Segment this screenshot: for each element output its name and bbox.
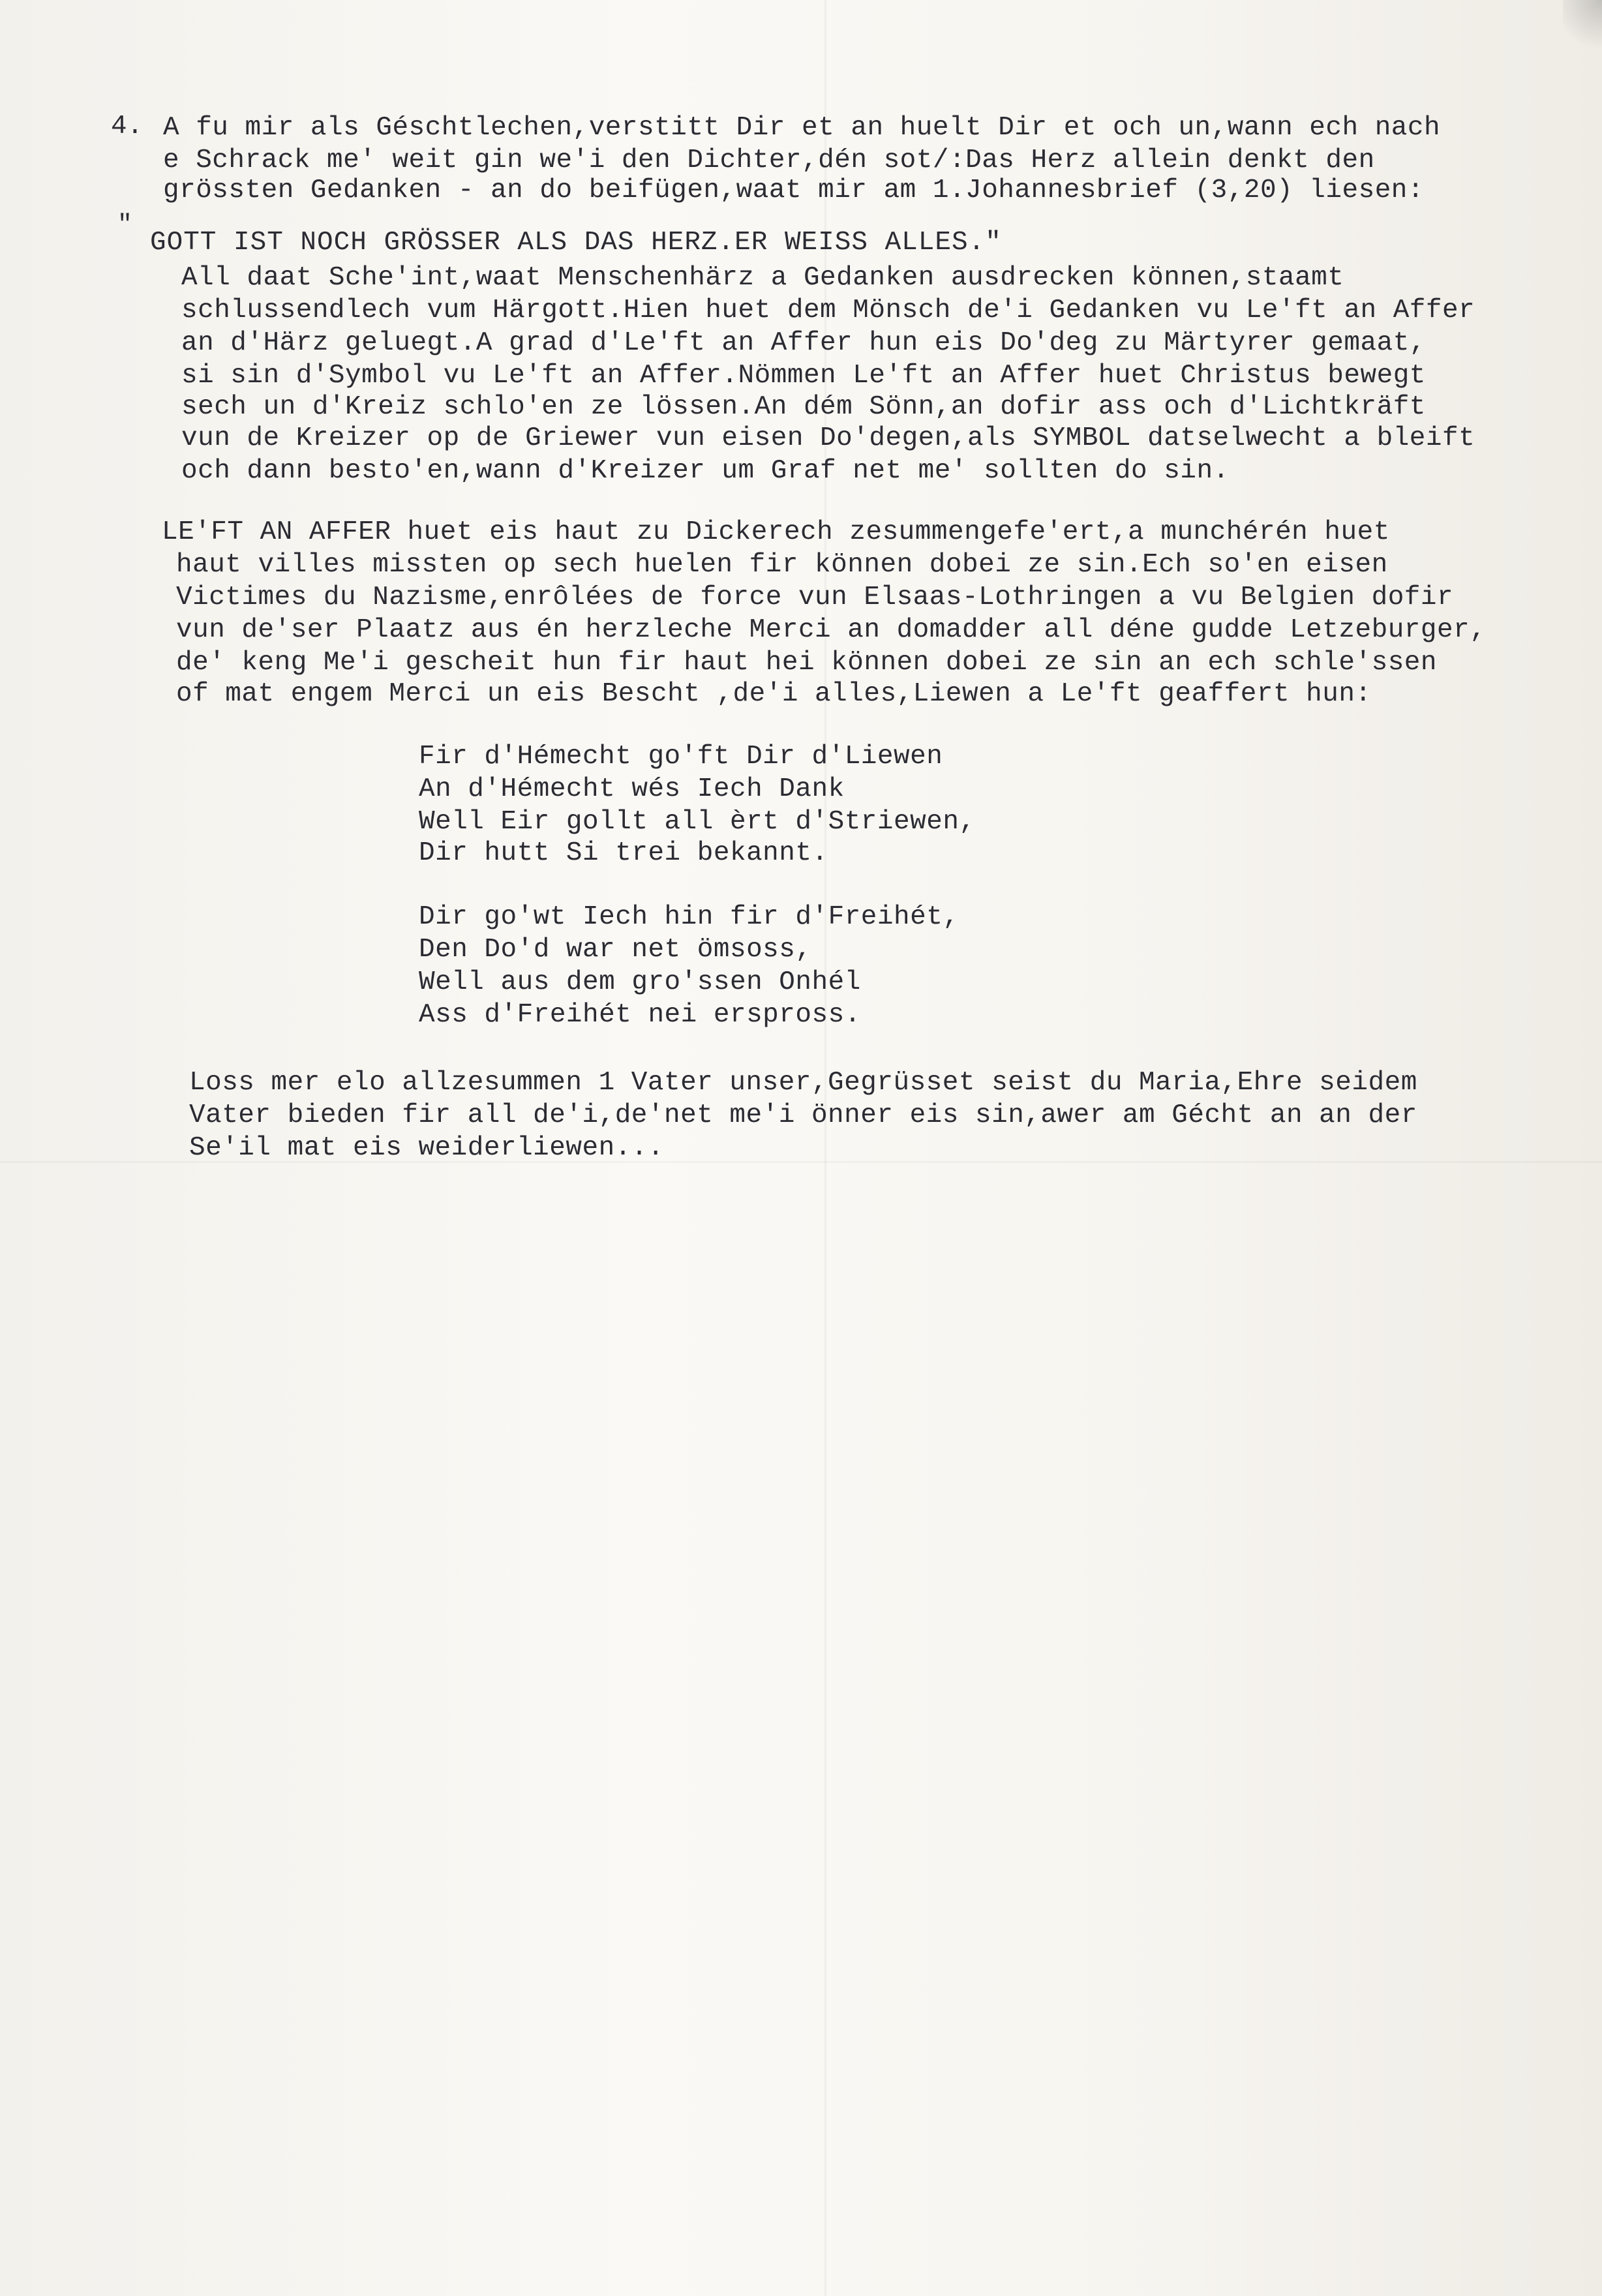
paragraph-1-line-1: All daat Sche'int,waat Menschenhärz a Gedanken ausdrecken können,staamt (181, 263, 1344, 293)
paragraph-2-line-1: LE'FT AN AFFER huet eis haut zu Dickerech zesummengefe'ert,a munchérén huet (162, 517, 1390, 547)
poem-stanza-2-line-4: Ass d'Freihét nei erspross. (419, 1000, 861, 1030)
closing-line-1: Loss mer elo allzesummen 1 Vater unser,Gegrüsset seist du Maria,Ehre seidem (189, 1068, 1417, 1098)
paragraph-1-line-5: sech un d'Kreiz schlo'en ze lössen.An dém Sönn,an dofir ass och d'Lichtkräft (181, 392, 1426, 422)
quote-text: GOTT IST NOCH GRÖSSER ALS DAS HERZ.ER WEISS ALLES." (150, 228, 1002, 258)
paragraph-2-line-6: of mat engem Merci un eis Bescht ,de'i alles,Liewen a Le'ft geaffert hun: (176, 679, 1372, 709)
poem-stanza-1-line-3: Well Eir gollt all èrt d'Striewen, (419, 807, 976, 837)
paragraph-2-line-2: haut villes missten op sech huelen fir können dobei ze sin.Ech so'en eisen (176, 550, 1388, 580)
opening-line-3: grössten Gedanken - an do beifügen,waat mir am 1.Johannesbrief (3,20) liesen: (163, 175, 1425, 205)
paragraph-1-line-2: schlussendlech vum Härgott.Hien huet dem Mönsch de'i Gedanken vu Le'ft an Affer (181, 295, 1475, 325)
quote-open-mark: " (117, 211, 132, 239)
poem-stanza-2-line-2: Den Do'd war net ömsoss, (419, 935, 812, 965)
closing-line-2: Vater bieden fir all de'i,de'net me'i önner eis sin,awer am Gécht an an der (189, 1100, 1417, 1130)
poem-stanza-1-line-2: An d'Hémecht wés Iech Dank (419, 774, 845, 804)
section-number: 4. (111, 112, 144, 142)
closing-line-3: Se'il mat eis weiderliewen... (189, 1133, 665, 1163)
paragraph-2-line-4: vun de'ser Plaatz aus én herzleche Merci an domadder all déne gudde Letzeburger, (176, 615, 1487, 645)
paragraph-2-line-5: de' keng Me'i gescheit hun fir haut hei können dobei ze sin an ech schle'ssen (176, 648, 1438, 678)
paragraph-2-line-3: Victimes du Nazisme,enrôlées de force vun Elsaas-Lothringen a vu Belgien dofir (176, 582, 1454, 612)
opening-line-2: e Schrack me' weit gin we'i den Dichter,dén sot/:Das Herz allein denkt den (163, 145, 1375, 175)
paragraph-1-line-7: och dann besto'en,wann d'Kreizer um Graf net me' sollten do sin. (181, 456, 1230, 486)
paper-corner-curl (1563, 0, 1602, 59)
paragraph-1-line-3: an d'Härz geluegt.A grad d'Le'ft an Affer hun eis Do'deg zu Märtyrer gemaat, (181, 328, 1426, 358)
poem-stanza-2-line-3: Well aus dem gro'ssen Onhél (419, 967, 861, 997)
poem-stanza-2-line-1: Dir go'wt Iech hin fir d'Freihét, (419, 902, 960, 932)
paragraph-1-line-4: si sin d'Symbol vu Le'ft an Affer.Nömmen Le'ft an Affer huet Christus bewegt (181, 361, 1426, 391)
poem-stanza-1-line-4: Dir hutt Si trei bekannt. (419, 838, 828, 868)
opening-line-1: A fu mir als Géschtlechen,verstitt Dir et an huelt Dir et och un,wann ech nach (163, 113, 1441, 143)
paragraph-1-line-6: vun de Kreizer op de Griewer vun eisen Do'degen,als SYMBOL datselwecht a bleift (181, 423, 1475, 453)
poem-stanza-1-line-1: Fir d'Hémecht go'ft Dir d'Liewen (419, 742, 943, 772)
